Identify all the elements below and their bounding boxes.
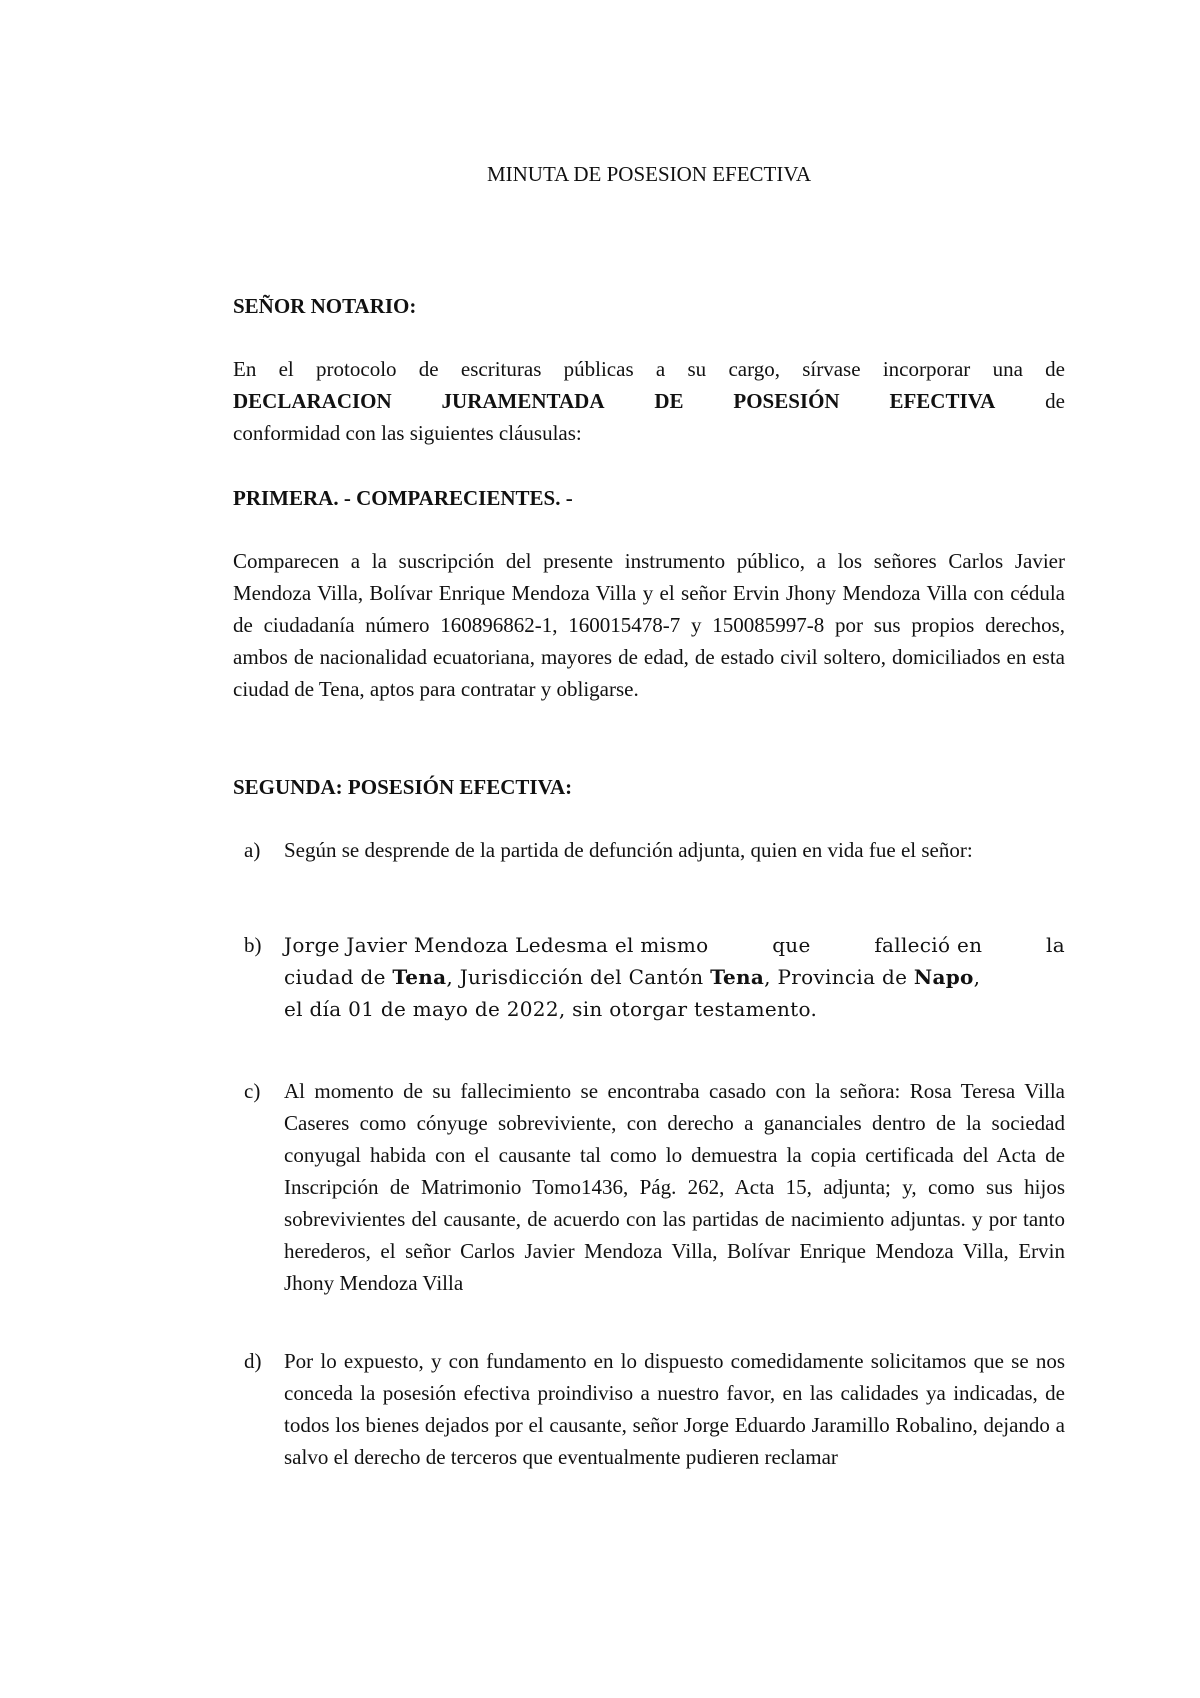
bold-word: EFECTIVA xyxy=(889,389,996,413)
list-item-text xyxy=(284,929,1065,1025)
item-b-word: falleció en xyxy=(874,933,983,957)
intro-line-3: conformidad con las siguientes cláusulas: xyxy=(233,421,582,445)
list-marker: d) xyxy=(244,1349,262,1373)
bold-word: DE xyxy=(654,389,684,413)
item-b-text: , Provincia de xyxy=(764,965,914,989)
bold-word: JURAMENTADA xyxy=(441,389,605,413)
list-marker: c) xyxy=(244,1079,261,1103)
list-item-text: Según se desprende de la partida de defunción adjunta, quien en vida fue el señor: xyxy=(284,838,973,862)
intro-declaration-line xyxy=(233,385,1065,417)
item-b-line-1 xyxy=(284,929,1065,961)
bold-word: DECLARACION xyxy=(233,389,392,413)
place-name: Tena xyxy=(710,965,765,989)
list-marker: b) xyxy=(244,933,262,957)
item-b-word: que xyxy=(772,933,811,957)
item-b-word: Jorge Javier Mendoza Ledesma el mismo xyxy=(284,933,709,957)
item-b-text: , xyxy=(973,965,981,989)
document-title: MINUTA DE POSESION EFECTIVA xyxy=(486,162,812,186)
item-b-line-3: el día 01 de mayo de 2022, sin otorgar testamento. xyxy=(284,997,818,1021)
item-b-text: ciudad de xyxy=(284,965,393,989)
intro-paragraph xyxy=(233,353,1065,449)
salutation: SEÑOR NOTARIO: xyxy=(233,294,417,318)
clause2-heading: SEGUNDA: POSESIÓN EFECTIVA: xyxy=(233,775,573,799)
clause1-paragraph: Comparecen a la suscripción del presente instrumento público, a los señores Carlos Javier Mendoza Villa, Bolívar Enrique Mendoza Villa y el señor Ervin Jhony Mendoza Villa con cédula de ciudadanía número 160896862-1, 160015478-7 y 150085997-8 por sus propios derechos, ambos de nacionalidad ecuatoriana, mayores de edad, de estado civil soltero, domiciliados en esta ciudad de Tena, aptos para contratar y obligarse. xyxy=(233,549,1065,701)
intro-line-1: En el protocolo de escrituras públicas a su cargo, sírvase incorporar una de xyxy=(233,357,1065,381)
bold-word: POSESIÓN xyxy=(733,389,840,413)
clause1-heading: PRIMERA. - COMPARECIENTES. - xyxy=(233,486,573,510)
item-b-text: , Jurisdicción del Cantón xyxy=(446,965,711,989)
intro-after-bold: de xyxy=(1045,389,1065,413)
list-marker: a) xyxy=(244,838,261,862)
place-name: Tena xyxy=(392,965,447,989)
item-b-line-2 xyxy=(284,961,1065,993)
place-name: Napo xyxy=(913,965,974,989)
list-item-text: Al momento de su fallecimiento se encontraba casado con la señora: Rosa Teresa Villa Caseres como cónyuge sobreviviente, con derecho a gananciales dentro de la sociedad conyugal habida con el causante tal como lo demuestra la copia certificada del Acta de Inscripción de Matrimonio Tomo1436, Pág. 262, Acta 15, adjunta; y, como sus hijos sobrevivientes del causante, de acuerdo con las partidas de nacimiento adjuntas. y por tanto herederos, el señor Carlos Javier Mendoza Villa, Bolívar Enrique Mendoza Villa, Ervin Jhony Mendoza Villa xyxy=(284,1079,1065,1295)
item-b-word: la xyxy=(1046,933,1065,957)
list-item-text: Por lo expuesto, y con fundamento en lo dispuesto comedidamente solicitamos que se nos conceda la posesión efectiva proindiviso a nuestro favor, en las calidades ya indicadas, de todos los bienes dejados por el causante, señor Jorge Eduardo Jaramillo Robalino, dejando a salvo el derecho de terceros que eventualmente pudieren reclamar xyxy=(284,1349,1065,1469)
